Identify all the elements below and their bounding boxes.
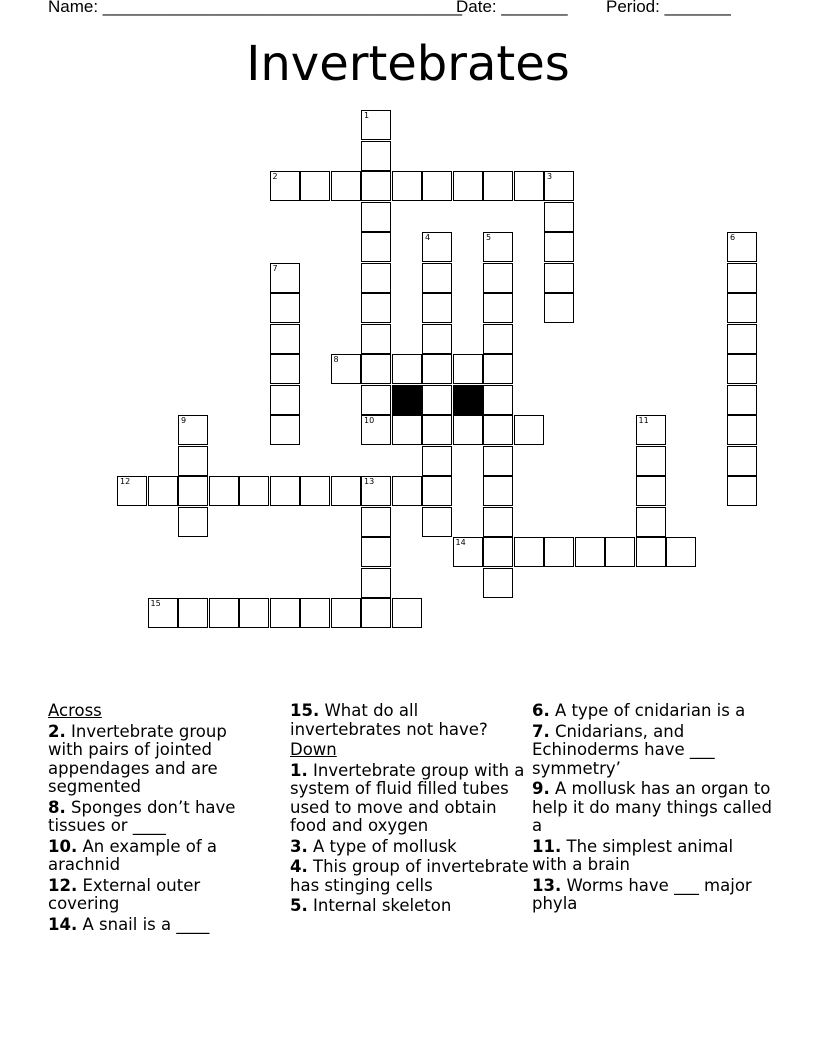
clue-number: 5. [290,896,308,915]
name-field[interactable]: Name: ______________________________________ [48,0,463,16]
crossword-cell[interactable] [270,415,300,445]
clue-text: Internal skeleton [313,896,452,915]
crossword-cell[interactable] [483,537,513,567]
crossword-cell[interactable] [544,232,574,262]
crossword-cell[interactable] [361,354,391,384]
crossword-cell[interactable] [178,598,208,628]
clue-text: A type of cnidarian is a [555,701,746,720]
clue-text: Sponges don’t have tissues or ____ [48,797,236,835]
across-heading: Across [48,701,102,720]
crossword-cell[interactable] [453,415,483,445]
crossword-cell[interactable] [483,476,513,506]
crossword-cell[interactable] [666,537,696,567]
clues-column-3 [532,702,772,916]
crossword-cell[interactable] [483,568,513,598]
clue-across-8 [48,799,248,836]
clue-number: 13. [532,875,562,895]
crossword-cell[interactable] [361,415,391,445]
clue-text: A type of mollusk [313,836,457,856]
crossword-cell[interactable] [636,537,666,567]
clue-down-5 [290,897,530,916]
crossword-cell[interactable] [361,476,391,506]
clue-down-6 [532,702,772,721]
crossword-cell[interactable] [361,568,391,598]
clue-number-label: 14 [455,538,466,547]
crossword-cell[interactable] [483,171,513,201]
clue-number: 8. [48,797,66,817]
crossword-cell[interactable] [514,537,544,567]
crossword-cell[interactable] [483,415,513,445]
crossword-cell[interactable] [209,476,239,506]
clue-down-11 [532,838,772,875]
clue-number-label: 12 [120,477,131,486]
crossword-cell[interactable] [636,476,666,506]
clue-text: Cnidarians, and Echinoderms have ___ symmetry’ [532,721,715,778]
crossword-cell[interactable] [361,598,391,628]
crossword-cell[interactable] [727,293,757,323]
crossword-cell[interactable] [270,385,300,415]
crossword-cell[interactable] [270,476,300,506]
clue-number: 1. [290,760,308,780]
down-heading: Down [290,740,337,759]
crossword-cell[interactable] [544,171,574,201]
crossword-cell[interactable] [270,598,300,628]
clue-number-label: 1 [364,111,370,120]
crossword-cell[interactable] [239,598,269,628]
crossword-cell[interactable] [544,202,574,232]
crossword-cell[interactable] [422,354,452,384]
crossword-cell[interactable] [483,385,513,415]
crossword-cell[interactable] [483,263,513,293]
crossword-cell[interactable] [422,293,452,323]
crossword-cell[interactable] [422,476,452,506]
crossword-cell[interactable] [331,171,361,201]
clue-number: 10. [48,836,78,856]
crossword-cell[interactable] [422,415,452,445]
clue-text: Invertebrate group with a system of fluid filled tubes used to move and obtain food and oxygen [290,760,525,835]
crossword-cell[interactable] [727,354,757,384]
crossword-cell[interactable] [331,476,361,506]
crossword-cell[interactable] [727,324,757,354]
crossword-cell[interactable] [392,598,422,628]
crossword-cell[interactable] [178,476,208,506]
crossword-cell[interactable] [178,446,208,476]
crossword-cell[interactable] [178,507,208,537]
crossword-cell[interactable] [361,263,391,293]
crossword-block [453,385,483,415]
crossword-cell[interactable] [453,537,483,567]
crossword-cell[interactable] [392,171,422,201]
clue-down-9 [532,780,772,836]
crossword-cell[interactable] [483,293,513,323]
clue-across-10 [48,838,248,875]
crossword-cell[interactable] [361,324,391,354]
crossword-cell[interactable] [727,415,757,445]
clue-number-label: 6 [730,233,736,242]
crossword-cell[interactable] [239,476,269,506]
crossword-cell[interactable] [300,598,330,628]
crossword-cell[interactable] [483,324,513,354]
crossword-cell[interactable] [605,537,635,567]
crossword-cell[interactable] [361,293,391,323]
crossword-cell[interactable] [331,598,361,628]
clue-number: 9. [532,779,550,798]
crossword-cell[interactable] [453,171,483,201]
period-field[interactable]: Period: _______ [606,0,731,16]
clue-number-label: 7 [272,263,278,273]
crossword-cell[interactable] [575,537,605,567]
crossword-cell[interactable] [636,446,666,476]
clue-across-14 [48,916,248,935]
crossword-cell[interactable] [148,598,178,628]
clue-text: This group of invertebrate has stinging cells [290,857,529,895]
crossword-cell[interactable] [178,415,208,445]
crossword-cell[interactable] [422,507,452,537]
crossword-cell[interactable] [361,110,391,140]
crossword-cell[interactable] [392,476,422,506]
crossword-block [392,385,422,415]
crossword-cell[interactable] [544,537,574,567]
crossword-cell[interactable] [422,263,452,293]
clue-text: An example of a arachnid [48,836,217,874]
crossword-cell[interactable] [422,446,452,476]
crossword-cell[interactable] [544,293,574,323]
crossword-cell[interactable] [270,354,300,384]
clue-down-4 [290,858,530,895]
crossword-cell[interactable] [300,476,330,506]
date-field[interactable]: Date: _______ [456,0,568,16]
clue-text: A snail is a ____ [82,914,210,934]
clue-number-label: 5 [486,233,492,242]
crossword-cell[interactable] [483,354,513,384]
clue-text: Worms have ___ major phyla [532,875,752,913]
crossword-cell[interactable] [422,324,452,354]
clue-text: What do all invertebrates not have? [290,701,488,739]
clues-column-1 [48,702,248,936]
crossword-cell[interactable] [483,507,513,537]
crossword-cell[interactable] [148,476,178,506]
clue-number: 15. [290,701,320,720]
crossword-cell[interactable] [727,476,757,506]
clue-across-2 [48,723,248,797]
clues-column-2 [290,702,530,918]
crossword-cell[interactable] [117,476,147,506]
crossword-cell[interactable] [392,354,422,384]
crossword-cell[interactable] [392,415,422,445]
clue-number: 7. [532,721,550,741]
clue-number-label: 13 [364,477,375,486]
crossword-cell[interactable] [727,263,757,293]
crossword-cell[interactable] [270,171,300,201]
crossword-cell[interactable] [361,507,391,537]
clue-number-label: 4 [425,233,431,242]
crossword-cell[interactable] [300,171,330,201]
clue-number-label: 10 [364,416,375,425]
crossword-cell[interactable] [331,354,361,384]
crossword-cell[interactable] [361,385,391,415]
clue-down-7 [532,723,772,779]
crossword-cell[interactable] [727,232,757,262]
clue-number: 11. [532,836,562,856]
crossword-cell[interactable] [727,446,757,476]
clue-number-label: 3 [547,172,553,181]
clue-down-3 [290,838,530,857]
crossword-cell[interactable] [270,263,300,293]
crossword-cell[interactable] [270,293,300,323]
crossword-cell[interactable] [544,263,574,293]
crossword-cell[interactable] [422,171,452,201]
clue-number: 12. [48,875,78,895]
crossword-cell[interactable] [361,171,391,201]
crossword-cell[interactable] [270,324,300,354]
crossword-cell[interactable] [483,232,513,262]
clue-text: External outer covering [48,875,201,913]
clue-number: 4. [290,857,308,876]
clue-across-15 [290,702,530,739]
crossword-cell[interactable] [361,141,391,171]
crossword-cell[interactable] [209,598,239,628]
clue-down-1 [290,762,530,836]
clue-text: The simplest animal with a brain [532,836,734,874]
crossword-cell[interactable] [422,232,452,262]
clue-number: 3. [290,836,308,856]
crossword-cell[interactable] [422,385,452,415]
clue-text: Invertebrate group with pairs of jointed appendages and are segmented [48,721,227,796]
clue-number-label: 9 [181,416,187,425]
clue-across-12 [48,877,248,914]
clue-number: 2. [48,721,66,741]
clue-number-label: 8 [333,355,339,364]
crossword-cell[interactable] [453,354,483,384]
clue-number: 14. [48,914,78,934]
crossword-cell[interactable] [727,385,757,415]
page-title: Invertebrates [246,36,570,92]
crossword-cell[interactable] [483,446,513,476]
crossword-cell[interactable] [636,507,666,537]
clue-down-13 [532,877,772,914]
clue-number-label: 2 [272,172,278,181]
clue-number: 6. [532,701,550,720]
crossword-cell[interactable] [514,171,544,201]
crossword-cell[interactable] [636,415,666,445]
crossword-cell[interactable] [361,232,391,262]
clue-number-label: 11 [638,416,649,425]
crossword-cell[interactable] [514,415,544,445]
crossword-cell[interactable] [361,202,391,232]
clue-text: A mollusk has an organ to help it do many things called a [532,779,772,835]
clue-number-label: 15 [150,599,161,608]
crossword-cell[interactable] [361,537,391,567]
